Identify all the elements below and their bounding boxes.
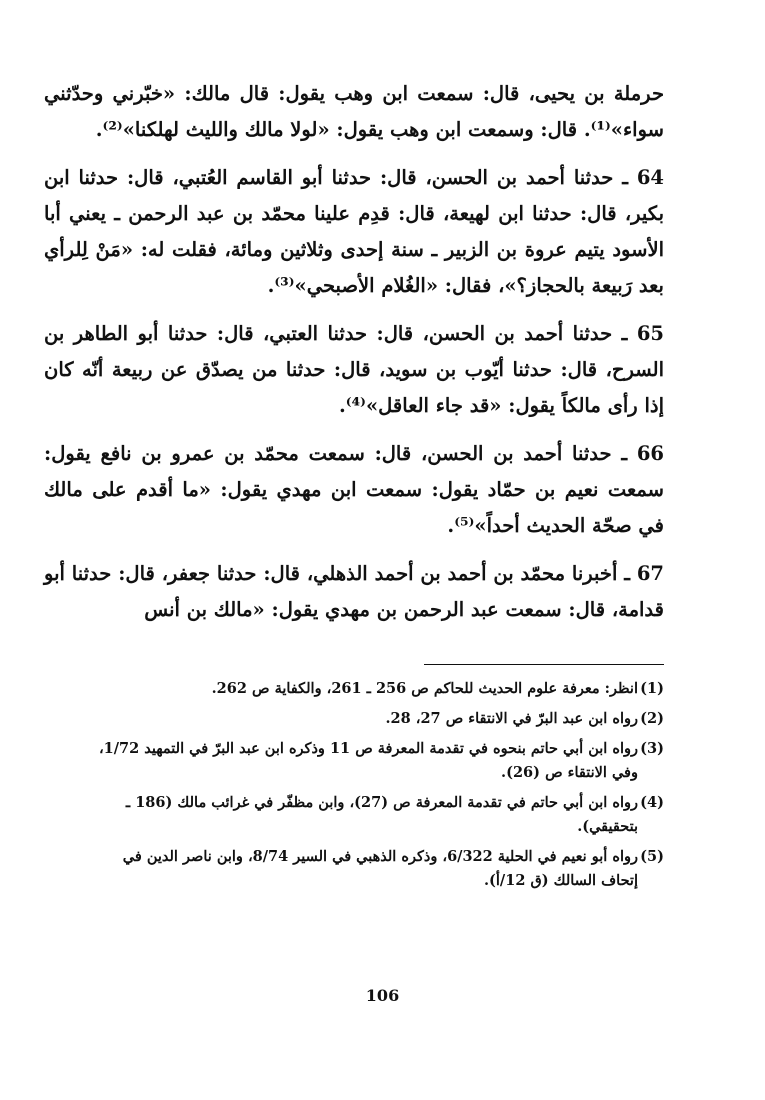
footnote-line: بتحقيقي). <box>577 818 638 835</box>
footnote-line: وفي الانتقاء ص (26). <box>501 764 638 781</box>
footnote-text <box>44 791 638 839</box>
footnote-text <box>44 737 638 785</box>
footnote-line: رواه ابن أبي حاتم بنحوه في تقدمة المعرفة ص 11 وذكره ابن عبد البرّ في التمهيد 1/72، <box>98 740 638 757</box>
footnote-marker: (4) <box>640 794 664 811</box>
footnote-text <box>44 707 638 731</box>
paragraph-line: مالك في صحّة الحديث أحداً»⁽⁵⁾. <box>44 478 664 537</box>
paragraph-65 <box>44 316 664 424</box>
paragraph-line: عبد الرحمن ـ يعني أبا الأسود يتيم عروة بن الزبير ـ سنة إحدى وثلاثين <box>44 202 664 261</box>
paragraph-line: أخبرنا محمّد بن أحمد بن أحمد الذهلي، قال: حدثنا جعفر، قال: <box>118 562 618 585</box>
paragraph-line: وحدّثني سواء»⁽¹⁾. قال: وسمعت ابن وهب يقول: «لولا مالك والليث <box>44 82 664 141</box>
paragraph-line: حدثنا أحمد بن الحسن، قال: سمعت محمّد بن عمرو بن نافع <box>100 442 612 465</box>
paragraph-intro <box>44 76 664 148</box>
paragraph-line: حدثنا أحمد بن الحسن، قال: حدثنا أبو القاسم العُتبي، قال: <box>126 166 614 189</box>
paragraph-67 <box>44 556 664 628</box>
paragraph-line: الأصبحي»⁽³⁾. <box>267 274 375 297</box>
paragraph-line: حدثنا ابن بكير، قال: حدثنا ابن لهيعة، قال: قدِم علينا محمّد بن <box>44 166 665 225</box>
page-body <box>44 76 664 899</box>
paragraph-64 <box>44 160 664 304</box>
footnote-marker: (3) <box>640 740 664 757</box>
paragraph-number: 64 ـ <box>622 166 664 189</box>
footnote-marker: (1) <box>640 680 664 697</box>
page-number: 106 <box>365 986 400 1005</box>
footnote-1 <box>44 677 664 701</box>
footnote-marker: (5) <box>640 848 664 865</box>
paragraph-number: 67 ـ <box>624 562 664 585</box>
paragraph-line: ومائة، فقلت له: «مَنْ لِلرأي بعد رَبيعة بالحجاز؟»، فقال: «الغُلام <box>44 238 664 297</box>
footnote-line: إتحاف السالك (ق 12/أ). <box>484 872 638 889</box>
footnote-line: رواه ابن أبي حاتم في تقدمة المعرفة ص (27)، وابن مظفّر في غرائب مالك (186 ـ <box>125 794 638 811</box>
footnote-4 <box>44 791 664 839</box>
footnote-line: انظر: معرفة علوم الحديث للحاكم ص 256 ـ 261، والكفاية ص 262. <box>211 680 638 697</box>
footnote-line: رواه أبو نعيم في الحلية 6/322، وذكره الذهبي في السير 8/74، وابن ناصر الدين في <box>122 848 638 865</box>
footnote-line: رواه ابن عبد البرّ في الانتقاء ص 27، 28. <box>385 710 638 727</box>
footnote-text <box>44 677 638 701</box>
paragraph-line: عن ربيعة أنّه كان إذا رأى مالكاً يقول: «قد جاء العاقل»⁽⁴⁾. <box>44 358 664 417</box>
paragraph-line: لهلكنا»⁽²⁾. <box>95 118 179 141</box>
footnote-5 <box>44 845 664 893</box>
paragraph-line: حرملة بن يحيى، قال: سمعت ابن وهب يقول: قال مالك: «خبّرني <box>112 82 665 105</box>
footnote-3 <box>44 737 664 785</box>
footnote-divider <box>424 664 664 665</box>
paragraph-line: حدثنا أحمد بن الحسن، قال: حدثنا العتبي، قال: حدثنا <box>167 322 613 345</box>
footnote-2 <box>44 707 664 731</box>
paragraph-line: يقول: سمعت نعيم بن حمّاد يقول: سمعت ابن مهدي يقول: «ما أقدم على <box>44 442 665 501</box>
paragraph-line: أبو الطاهر بن السرح، قال: حدثنا أيّوب بن سويد، قال: حدثنا من يصدّق <box>44 322 665 381</box>
paragraph-number: 66 ـ <box>621 442 664 465</box>
paragraph-line: حدثنا أبو قدامة، قال: سمعت عبد الرحمن بن مهدي يقول: «مالك بن أنس <box>44 562 664 621</box>
paragraph-number: 65 ـ <box>621 322 664 345</box>
paragraph-66 <box>44 436 664 544</box>
footnote-marker: (2) <box>640 710 664 727</box>
footnote-text <box>44 845 638 893</box>
